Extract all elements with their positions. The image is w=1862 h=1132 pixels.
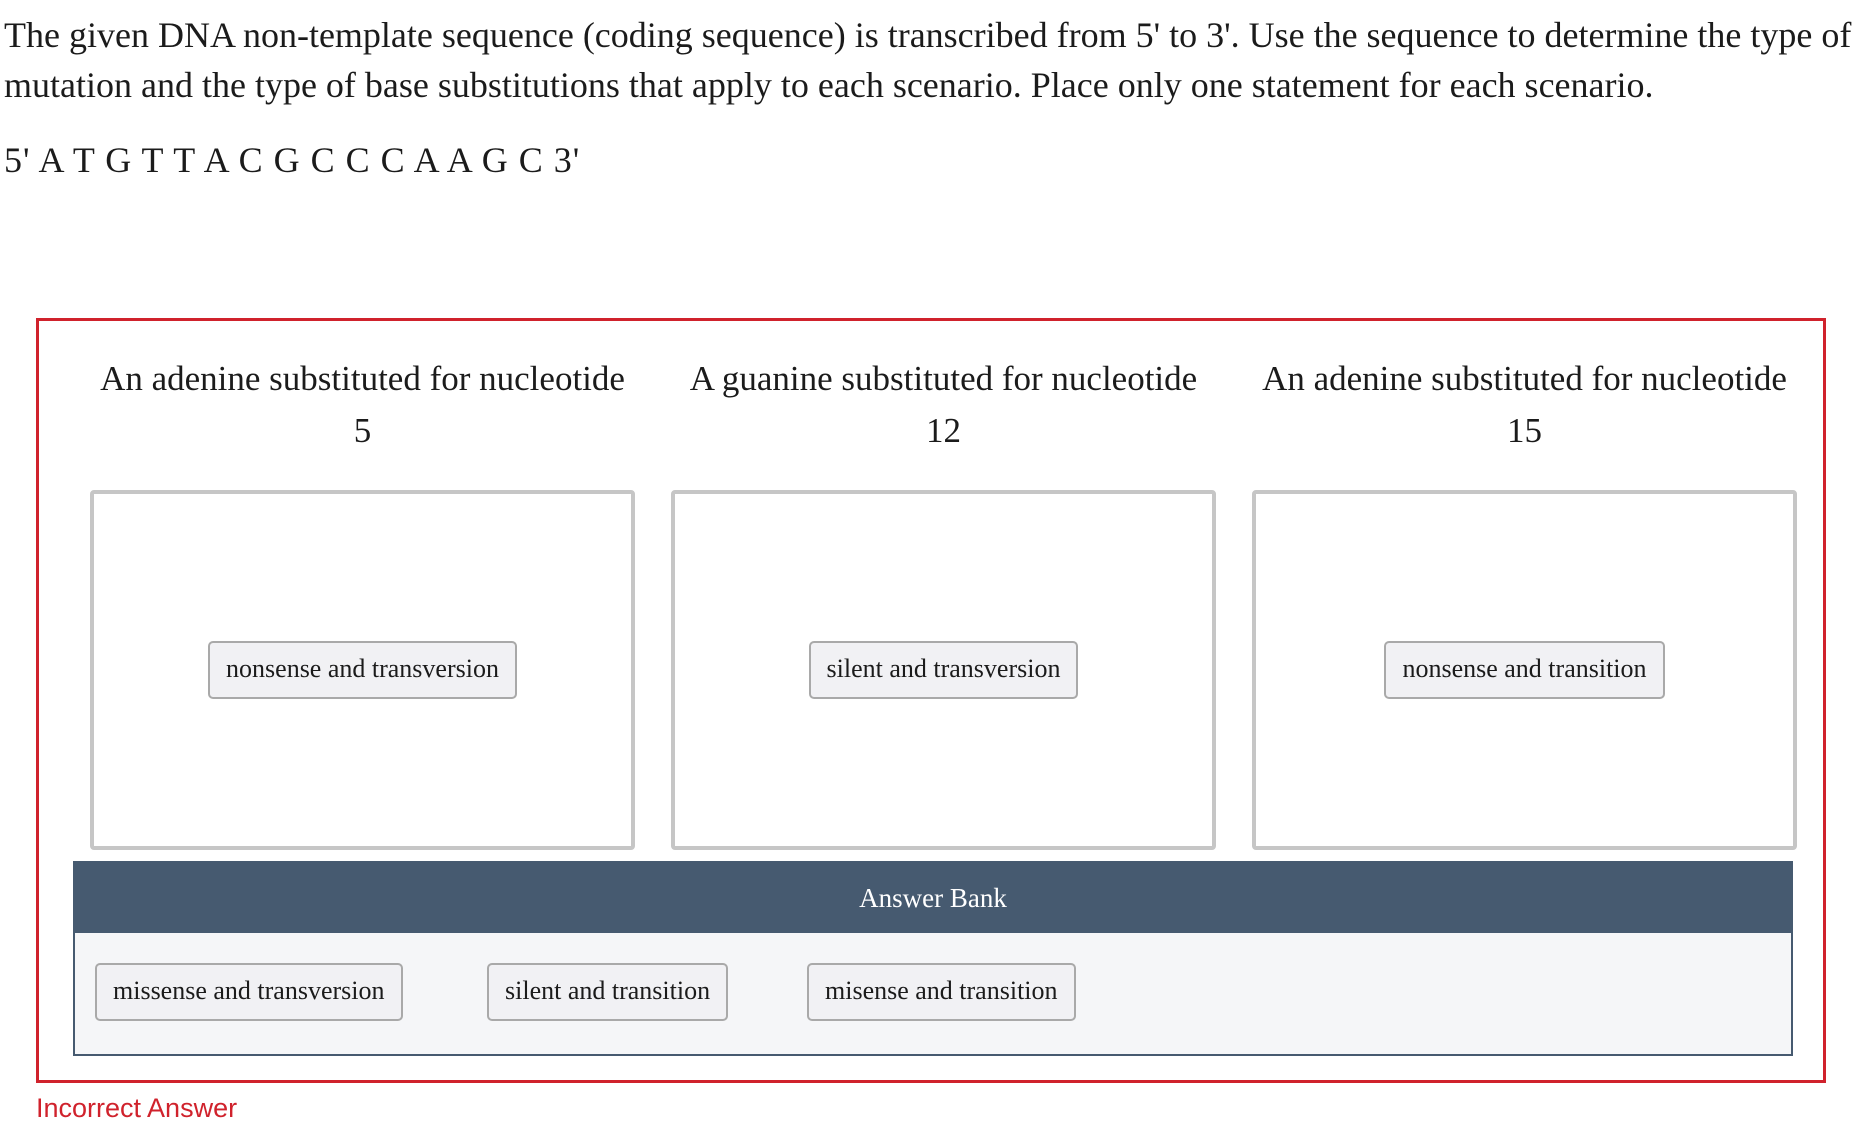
dna-sequence: 5' A T G T T A C G C C C A A G C 3' — [4, 140, 581, 180]
target-label-1: An adenine substituted for nucleotide 5 — [100, 359, 625, 450]
answer-bank-title: Answer Bank — [75, 863, 1791, 933]
drag-drop-question-area — [36, 318, 1826, 1083]
placed-answer-chip-3[interactable]: nonsense and transition — [1384, 641, 1664, 699]
drop-zone-2[interactable] — [671, 490, 1216, 850]
answer-bank-chip-2[interactable]: silent and transition — [487, 963, 728, 1021]
feedback-message: Incorrect Answer — [36, 1093, 238, 1123]
drop-zone-3[interactable] — [1252, 490, 1797, 850]
question-prompt: The given DNA non-template sequence (coding sequence) is transcribed from 5' to 3'. Use the sequence to determine the type of mutation and the type of base substitutions that apply to each scenario. Place only one statement for each scenario. — [4, 15, 1852, 105]
drop-zone-1[interactable] — [90, 490, 635, 850]
answer-bank[interactable] — [73, 861, 1793, 1056]
placed-answer-chip-2[interactable]: silent and transversion — [809, 641, 1079, 699]
placed-answer-chip-1[interactable]: nonsense and transversion — [208, 641, 517, 699]
answer-bank-chip-1[interactable]: missense and transversion — [95, 963, 403, 1021]
answer-bank-chip-3[interactable]: misense and transition — [807, 963, 1076, 1021]
target-label-2: A guanine substituted for nucleotide 12 — [689, 359, 1198, 450]
target-column-2 — [671, 353, 1216, 683]
answer-bank-items — [75, 933, 1791, 1054]
target-column-1 — [90, 353, 635, 683]
target-column-3 — [1252, 353, 1797, 683]
target-label-3: An adenine substituted for nucleotide 15 — [1262, 359, 1787, 450]
